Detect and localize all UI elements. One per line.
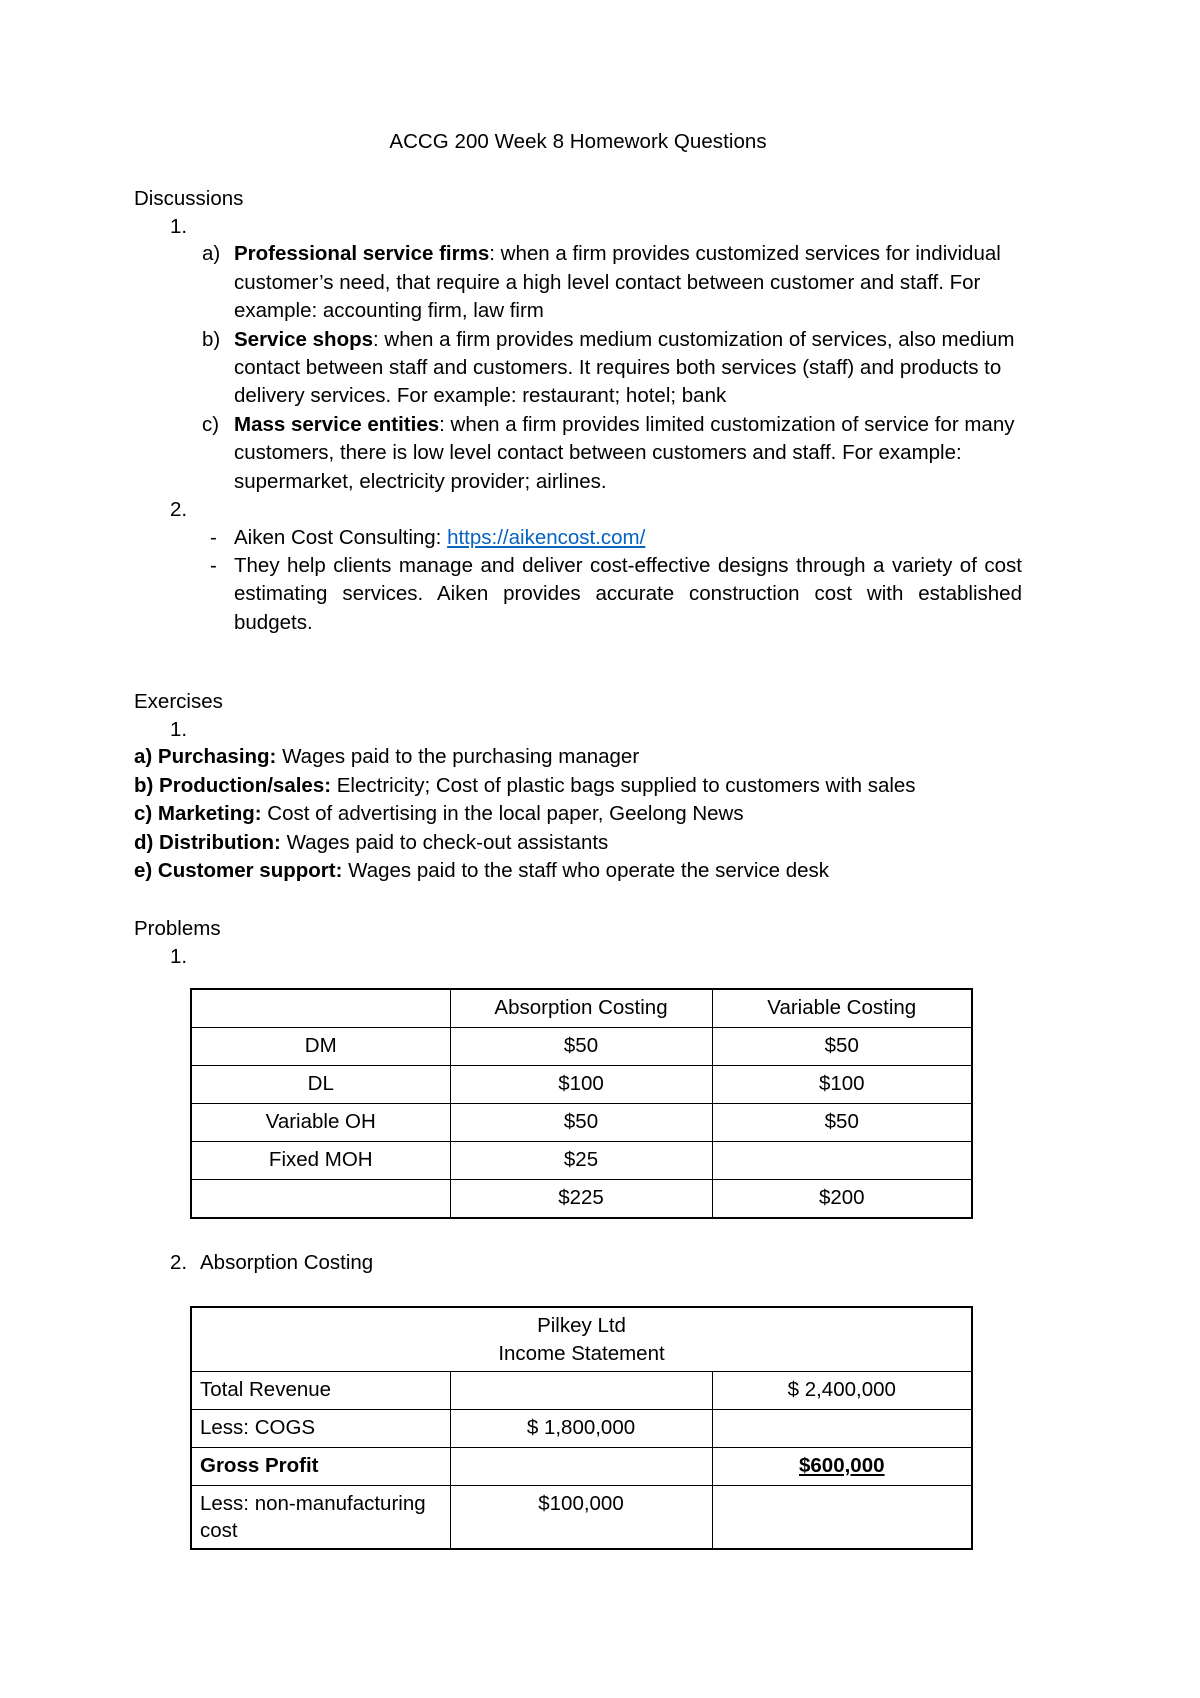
consulting-firm-label: Aiken Cost Consulting: bbox=[234, 525, 448, 549]
exercises-heading: Exercises bbox=[134, 690, 223, 714]
table-cell bbox=[712, 1141, 972, 1179]
section-spacer bbox=[134, 885, 1022, 915]
list-item bbox=[134, 240, 1022, 325]
list-marker-dash: - bbox=[210, 525, 217, 549]
table-spacer bbox=[134, 971, 1022, 988]
table-cell: DM bbox=[191, 1027, 450, 1065]
exercise-label-a: a) Purchasing: bbox=[134, 745, 277, 769]
problems-item-2-label: Absorption Costing bbox=[200, 1250, 374, 1274]
table-row-label: Gross Profit bbox=[191, 1447, 450, 1485]
list-item bbox=[134, 326, 1022, 411]
exercise-line-e bbox=[134, 857, 1022, 885]
exercise-line-a bbox=[134, 743, 1022, 771]
list-item bbox=[134, 552, 1022, 637]
problems-item-2-number: 2. bbox=[170, 1250, 188, 1274]
exercise-text-b: Electricity; Cost of plastic bags supplied to customers with sales bbox=[331, 773, 916, 797]
table-cell bbox=[191, 1179, 450, 1218]
list-item-text: : when a firm provides customized services for individual customer’s need, that require a high level contact between customer and staff. For example: accounting firm, law firm bbox=[234, 242, 1001, 323]
table-cell bbox=[450, 1371, 712, 1409]
list-marker-c: c) bbox=[202, 412, 220, 436]
discussions-item-1-number: 1. bbox=[170, 214, 188, 238]
table-cell: $225 bbox=[450, 1179, 712, 1218]
list-item bbox=[134, 524, 1022, 552]
table-total-row bbox=[191, 1179, 972, 1218]
exercise-label-b: b) Production/sales: bbox=[134, 773, 332, 797]
discussions-item-2-number: 2. bbox=[170, 497, 188, 521]
table-title-row bbox=[191, 1307, 972, 1371]
table-cell bbox=[450, 1447, 712, 1485]
discussions-heading: Discussions bbox=[134, 187, 244, 211]
exercise-line-d bbox=[134, 829, 1022, 857]
pilkey-income-statement-table bbox=[190, 1306, 973, 1549]
list-item-text: : when a firm provides medium customization of services, also medium contact between staff and customers. It requires both services (staff) and products to delivery services. For example: restaurant; hotel; bank bbox=[234, 327, 1015, 408]
list-item-lead: Service shops bbox=[234, 327, 374, 351]
company-name: Pilkey Ltd bbox=[537, 1314, 626, 1338]
table-spacer bbox=[134, 1276, 1022, 1306]
list-item-lead: Professional service firms bbox=[234, 242, 490, 266]
aiken-cost-link[interactable]: https://aikencost.com/ bbox=[447, 525, 646, 549]
discussions-sublist-1 bbox=[134, 240, 1022, 496]
table-row bbox=[191, 1409, 972, 1447]
table-cell: $50 bbox=[450, 1027, 712, 1065]
table-cell: Variable OH bbox=[191, 1103, 450, 1141]
problems-heading: Problems bbox=[134, 917, 221, 941]
table-cell bbox=[712, 1485, 972, 1549]
costing-comparison-table bbox=[190, 988, 973, 1219]
exercise-text-a: Wages paid to the purchasing manager bbox=[276, 745, 640, 769]
table-cell: $600,000 bbox=[712, 1447, 972, 1485]
list-item bbox=[134, 411, 1022, 496]
table-header-row bbox=[191, 989, 972, 1028]
table-title-cell bbox=[191, 1307, 972, 1371]
problems-item-1-number: 1. bbox=[170, 945, 188, 969]
table-cell bbox=[712, 1409, 972, 1447]
list-marker-a: a) bbox=[202, 242, 221, 266]
table-cell: $50 bbox=[450, 1103, 712, 1141]
table-header-cell: Variable Costing bbox=[712, 989, 972, 1028]
exercise-line-b bbox=[134, 772, 1022, 800]
table-row bbox=[191, 1371, 972, 1409]
table-spacer bbox=[134, 1219, 1022, 1249]
exercise-text-e: Wages paid to the staff who operate the service desk bbox=[342, 859, 830, 883]
list-marker-b: b) bbox=[202, 327, 221, 351]
list-marker-dash: - bbox=[210, 553, 217, 577]
page-title: ACCG 200 Week 8 Homework Questions bbox=[389, 130, 767, 153]
table-row bbox=[191, 1065, 972, 1103]
table-cell: Fixed MOH bbox=[191, 1141, 450, 1179]
table-cell: $ 1,800,000 bbox=[450, 1409, 712, 1447]
table-row bbox=[191, 1103, 972, 1141]
table-row bbox=[191, 1447, 972, 1485]
table-row bbox=[191, 1141, 972, 1179]
exercise-label-e: e) Customer support: bbox=[134, 859, 343, 883]
table-row-label: Total Revenue bbox=[191, 1371, 450, 1409]
exercise-label-d: d) Distribution: bbox=[134, 830, 281, 854]
discussions-sublist-2 bbox=[134, 524, 1022, 638]
table-header-cell: Absorption Costing bbox=[450, 989, 712, 1028]
table-cell: $100 bbox=[450, 1065, 712, 1103]
table-header-cell bbox=[191, 989, 450, 1028]
table-cell: $25 bbox=[450, 1141, 712, 1179]
list-item-lead: Mass service entities bbox=[234, 412, 440, 436]
table-row-label: Less: non-manufacturing cost bbox=[191, 1485, 450, 1549]
exercise-label-c: c) Marketing: bbox=[134, 802, 262, 826]
exercise-line-c bbox=[134, 800, 1022, 828]
section-spacer bbox=[134, 637, 1022, 688]
table-cell: DL bbox=[191, 1065, 450, 1103]
exercise-text-c: Cost of advertising in the local paper, Geelong News bbox=[261, 802, 744, 826]
problems-item-2 bbox=[134, 1249, 1022, 1277]
table-cell: $200 bbox=[712, 1179, 972, 1218]
exercises-item-1-number: 1. bbox=[170, 717, 188, 741]
table-cell: $50 bbox=[712, 1103, 972, 1141]
table-cell: $100 bbox=[712, 1065, 972, 1103]
table-cell: $100,000 bbox=[450, 1485, 712, 1549]
table-cell: $50 bbox=[712, 1027, 972, 1065]
table-row bbox=[191, 1485, 972, 1549]
list-item-text: : when a firm provides limited customization of service for many customers, there is low level contact between customers and staff. For example: supermarket, electricity provider; airlines. bbox=[234, 412, 1015, 493]
table-row-label: Less: COGS bbox=[191, 1409, 450, 1447]
exercise-text-d: Wages paid to check-out assistants bbox=[280, 830, 609, 854]
table-cell: $ 2,400,000 bbox=[712, 1371, 972, 1409]
list-item-text: They help clients manage and deliver cost-effective designs through a variety of cost estimating services. Aiken provides accurate construction cost with established budgets. bbox=[234, 553, 1022, 634]
table-row bbox=[191, 1027, 972, 1065]
statement-name: Income Statement bbox=[498, 1341, 665, 1365]
